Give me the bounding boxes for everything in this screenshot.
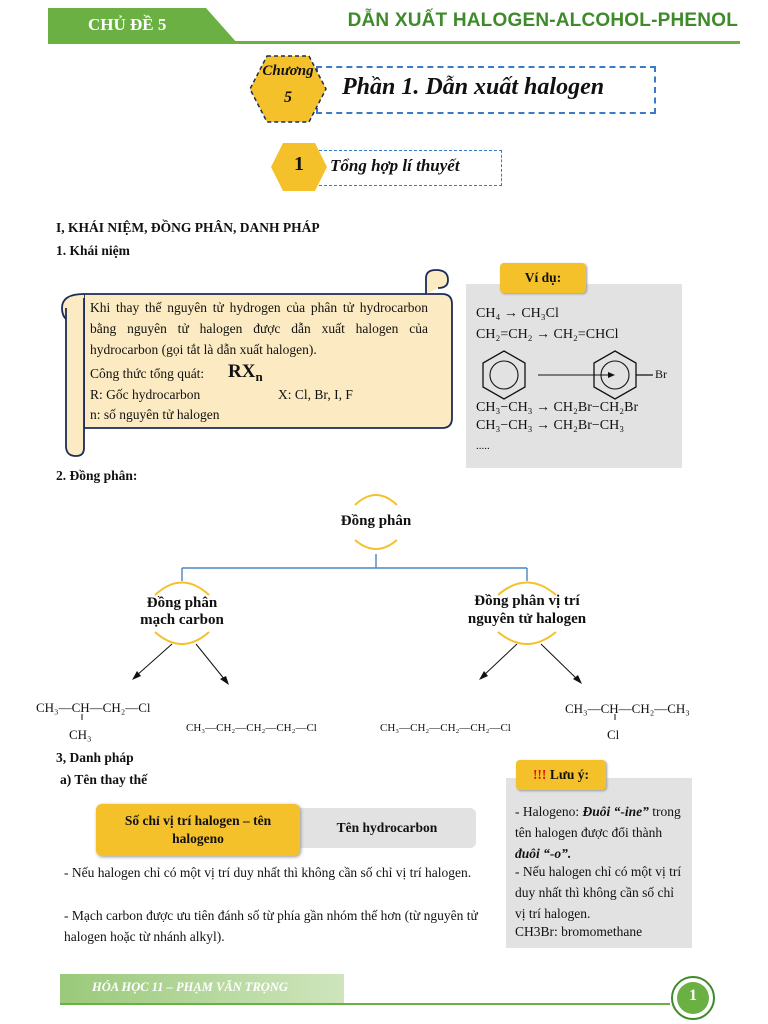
section-number: 1 [294,153,304,175]
footer-line [60,1003,670,1005]
scroll-x-line: X: Cl, Br, I, F [278,387,353,402]
scroll-definition: Khi thay thế nguyên tử hydrogen của phân tử hydrocarbon bằng nguyên tử halogen được dẫn xuất halogen của hydrocarbon (gọi tắt là dẫn xuất halogen). [90,300,428,357]
part-title: Phần 1. Dẫn xuất halogen [342,74,605,100]
example-title: Ví dụ: [500,263,586,293]
note-l1-b: Đuôi “-ine” [582,804,649,819]
scroll-n-line: n: số nguyên tử halogen [90,407,220,422]
isomer-left-line2: mạch carbon [140,612,224,628]
header-bar [48,8,740,44]
section-3-sub: a) Tên thay thế [60,772,148,787]
note-title [516,760,606,790]
note-l1-c: trong tên halogen được đổi thành [515,804,681,840]
naming-note-2: - Mạch carbon được ưu tiên đánh số từ phía gần nhóm thế hơn (từ nguyên tử halogen hoặc từ nhánh alkyl). [64,908,478,944]
scroll-formula [228,361,263,385]
isomer-formula-1: CH₃—CH—CH₂—Cl [36,700,151,715]
isomer-formula-2: CH₃—CH₂—CH₂—CH₂—Cl [186,722,317,734]
section-i-heading: I, KHÁI NIỆM, ĐỒNG PHÂN, DANH PHÁP [56,220,320,235]
isomer-left-line1: Đồng phân [146,595,218,611]
scroll-formula-sub: n [255,369,263,384]
header-title: DẪN XUẤT HALOGEN-ALCOHOL-PHENOL [347,10,738,31]
note-l1-a: - Halogeno: [515,804,583,819]
chapter-badge-line2: 5 [284,89,292,106]
header-chapter-label: CHỦ ĐỀ 5 [88,15,167,34]
example-eq1: CH₄ → CH₃Cl [476,306,559,321]
example-eq2: CH₂=CH₂ → CH₂=CHCl [476,327,619,342]
note-line-3: CH3Br: bromomethane [515,924,643,939]
header-underline [198,41,740,44]
footer-text: HÓA HỌC 11 – PHẠM VĂN TRỌNG [92,980,288,994]
note-l1-d: đuôi “-o”. [515,846,572,861]
scroll-r-line: R: Gốc hydrocarbon [90,387,201,402]
note-title-text: Lưu ý: [549,767,590,782]
note-title-mark: !!! [532,767,547,782]
section-3-heading: 3, Danh pháp [56,750,134,765]
example-dots: ..... [476,440,490,452]
section-label: Tổng hợp lí thuyết [330,156,460,175]
scroll-formula-label: Công thức tổng quát: [90,366,205,381]
page-number: 1 [689,987,697,1004]
example-br-label: Br [655,367,667,381]
isomer-right-line2: nguyên tử halogen [467,611,587,627]
isomer-right-line1: Đồng phân vị trí [474,593,580,609]
isomer-formula-4-branch: Cl [607,727,620,742]
chapter-badge-line1: Chương [262,63,314,79]
naming-note-1: - Nếu halogen chỉ có một vị trí duy nhất thì không cần số chỉ vị trí halogen. [64,865,472,880]
section-i-sub: 1. Khái niệm [56,243,130,258]
section-2-heading: 2. Đồng phân: [56,468,138,483]
scroll-formula-main: RX [228,361,256,382]
note-line-1 [515,801,687,864]
isomer-root: Đồng phân [340,513,412,529]
naming-box-position-label: Số chỉ vị trí halogen – tên halogeno [124,813,272,846]
example-eq4: CH₃−CH₃ → CH₂Br−CH₃ [476,418,625,433]
isomer-formula-3: CH₃—CH₂—CH₂—CH₂—Cl [380,722,511,734]
isomer-formula-1-branch: CH₃ [69,727,92,742]
naming-box-hydrocarbon-label: Tên hydrocarbon [336,820,438,835]
example-eq3: CH₃−CH₃ → CH₂Br−CH₂Br [476,400,639,415]
isomer-formula-4: CH₃—CH—CH₂—CH₃ [565,701,690,716]
note-line-2: - Nếu halogen chỉ có một vị trí duy nhất thì không cần số chỉ vị trí halogen. [515,864,682,921]
benzene-reaction [478,348,674,400]
